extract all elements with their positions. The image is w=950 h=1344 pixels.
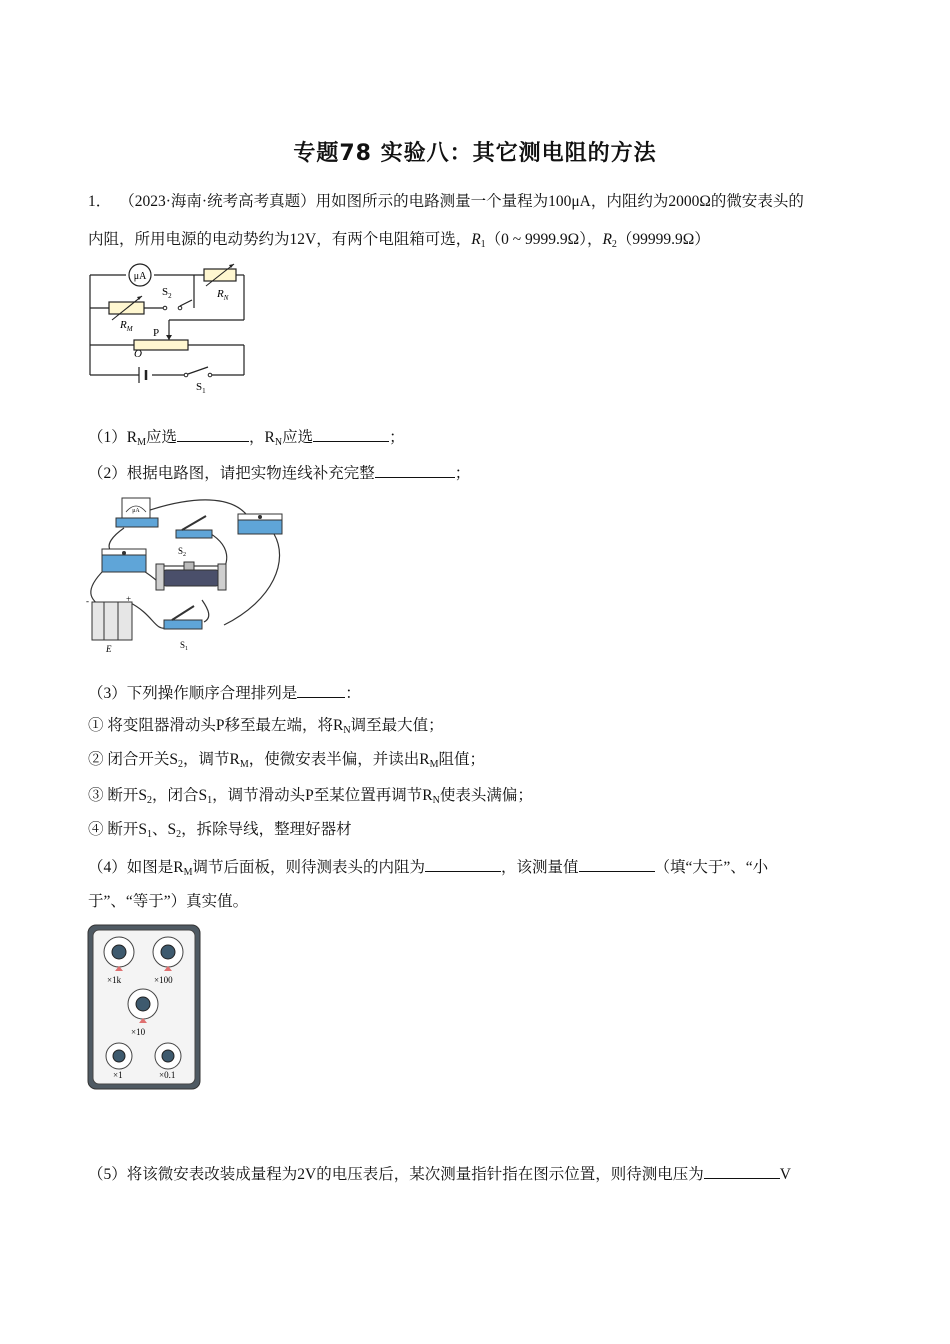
knob-0-1-label: ×0.1 — [159, 1070, 176, 1080]
photo-minus-sign: - — [86, 596, 89, 606]
step-3-sub-2: 1 — [207, 795, 213, 806]
part-1-text-b: 应选 — [146, 429, 178, 446]
step-4-b: 、S — [152, 821, 177, 838]
question-1-line-2 — [88, 230, 710, 250]
step-1-sub: N — [343, 725, 351, 736]
step-4-c: ，拆除导线，整理好器材 — [181, 821, 352, 838]
circuit-s1-label: $S_1$ — [196, 381, 206, 395]
knob-1k-label: ×1k — [107, 975, 122, 985]
part-1-text-c: ，R — [249, 429, 275, 446]
step-3 — [88, 786, 533, 806]
answer-blank-rm[interactable] — [177, 426, 249, 442]
step-3-sub-1: 2 — [147, 795, 152, 806]
part-4-sub: M — [183, 867, 193, 878]
resistance-box-panel — [87, 924, 201, 1090]
question-stem-1: 用如图所示的电路测量一个量程为100μA，内阻约为2000Ω的微安表头的 — [315, 193, 804, 210]
part-5-unit: V — [779, 1166, 791, 1183]
step-3-b: ，闭合S — [152, 787, 208, 804]
question-source: （2023·海南·统考高考真题） — [119, 193, 316, 210]
answer-blank-resistance[interactable] — [425, 856, 501, 872]
knob-100-label: ×100 — [154, 975, 173, 985]
photo-s2-label: $S_2$ — [178, 546, 187, 558]
part-4-d: （填“大于”、“小 — [654, 859, 769, 876]
circuit-s2-label: $S_2$ — [162, 286, 172, 300]
circuit-diagram — [84, 260, 254, 400]
part-3-end: ： — [345, 685, 361, 702]
r2-symbol: R — [602, 231, 612, 248]
step-1-b: 调至最大值； — [350, 717, 444, 734]
r1-range: （0 ~ 9999.9Ω）， — [485, 231, 603, 248]
step-4-sub-2: 2 — [176, 829, 182, 840]
page-title: 专题78 实验八：其它测电阻的方法 — [293, 141, 657, 166]
answer-blank-rn[interactable] — [313, 426, 389, 442]
part-1-text-d: 应选 — [282, 429, 314, 446]
part-4-c: ，该测量值 — [501, 859, 579, 876]
step-2-sub-3: M — [429, 759, 439, 770]
part-3-line — [88, 682, 361, 704]
photo-meter-label: μA — [132, 508, 140, 514]
part-2-end: ； — [454, 465, 471, 482]
part-1-line — [88, 426, 405, 448]
part-4-line-1 — [88, 856, 768, 878]
step-2-d: 阻值； — [438, 751, 486, 768]
step-4-sub-1: 1 — [147, 829, 152, 840]
step-3-c: ，调节滑动头P至某位置再调节R — [212, 787, 433, 804]
r1-symbol: R — [471, 231, 481, 248]
step-2-b: ，调节R — [183, 751, 240, 768]
circuit-o-label: O — [134, 348, 142, 360]
answer-blank-voltage[interactable] — [704, 1163, 780, 1179]
knob-0-1[interactable] — [155, 1043, 181, 1069]
step-2-a: ② 闭合开关S — [88, 751, 178, 768]
part-4-e: 于”、“等于”）真实值。 — [88, 893, 249, 910]
step-3-d: 使表头满偏； — [439, 787, 533, 804]
step-1 — [88, 716, 444, 736]
part-3-text: （3）下列操作顺序合理排列是 — [88, 685, 298, 702]
circuit-rn-label: $R_N$ — [217, 288, 229, 302]
circuit-meter-label: μA — [133, 271, 147, 282]
step-4-a: ④ 断开S — [88, 821, 147, 838]
part-4-line-2 — [88, 892, 248, 912]
photo-plus-sign: + — [126, 594, 132, 604]
r2-range: （99999.9Ω） — [616, 231, 710, 248]
answer-blank-compare[interactable] — [579, 856, 655, 872]
question-number: 1． — [88, 193, 112, 210]
part-1-label: （1）R — [88, 429, 138, 446]
part-1-sub-n: N — [274, 437, 283, 448]
step-2 — [88, 750, 485, 770]
step-4 — [88, 820, 352, 840]
answer-blank-wiring[interactable] — [375, 462, 455, 478]
question-stem-2: 内阻，所用电源的电动势约为12V，有两个电阻箱可选， — [88, 231, 472, 248]
knob-10-label: ×10 — [131, 1027, 146, 1037]
step-2-sub-2: M — [239, 759, 249, 770]
apparatus-illustration — [84, 490, 294, 660]
step-1-a: ① 将变阻器滑动头P移至最左端，将R — [88, 717, 344, 734]
knob-1-label: ×1 — [113, 1070, 123, 1080]
photo-e-label: E — [106, 644, 112, 654]
question-1-line-1 — [88, 192, 804, 212]
step-2-c: ，使微安表半偏，并读出R — [248, 751, 430, 768]
part-5-text: （5）将该微安表改装成量程为2V的电压表后，某次测量指针指在图示位置，则待测电压为 — [88, 1166, 704, 1183]
part-4-a: （4）如图是R — [88, 859, 184, 876]
photo-s1-label: $S_1$ — [180, 640, 189, 652]
step-3-sub-3: N — [432, 795, 440, 806]
part-2-text: （2）根据电路图，请把实物连线补充完整 — [88, 465, 375, 482]
part-4-b: 调节后面板，则待测表头的内阻为 — [192, 859, 426, 876]
answer-blank-order[interactable] — [297, 682, 345, 698]
part-5-line — [88, 1163, 791, 1185]
step-3-a: ③ 断开S — [88, 787, 147, 804]
circuit-p-label: P — [153, 327, 160, 339]
part-1-sub-m: M — [137, 437, 146, 448]
circuit-rm-label: $R_M$ — [120, 319, 133, 333]
part-1-end: ； — [389, 429, 405, 446]
step-2-sub-1: 2 — [178, 759, 183, 770]
knob-1[interactable] — [106, 1043, 132, 1069]
r1-subscript: 1 — [480, 239, 486, 250]
part-2-line — [88, 462, 470, 484]
r2-subscript: 2 — [611, 239, 617, 250]
